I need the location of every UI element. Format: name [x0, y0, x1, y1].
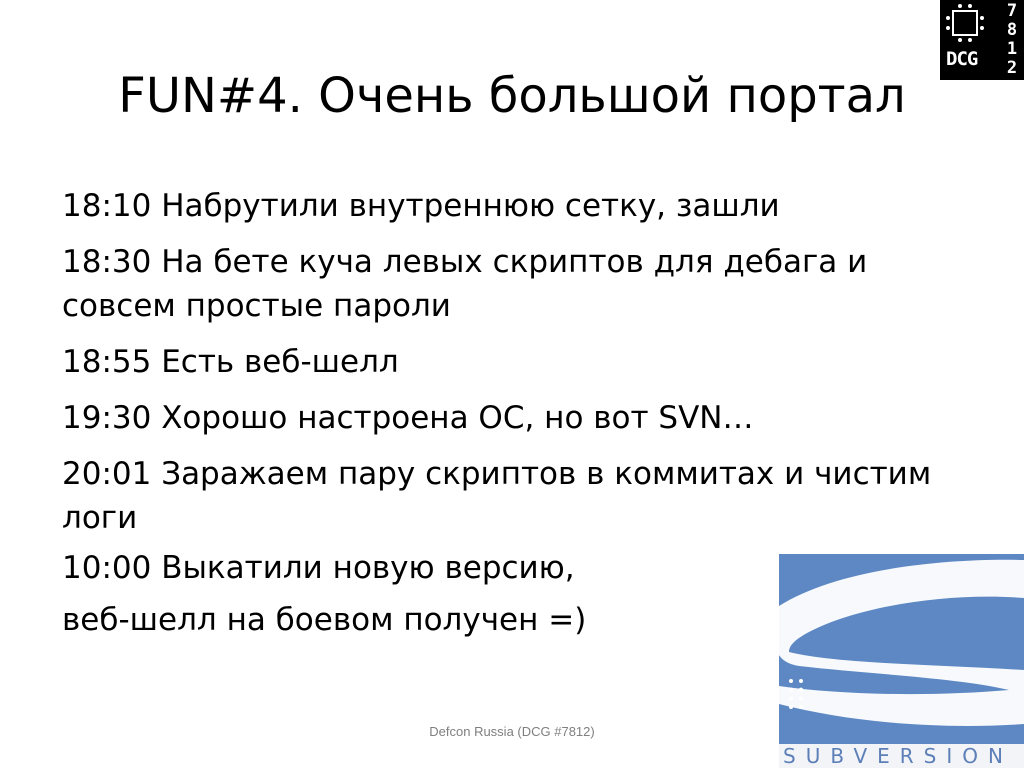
timeline-item: 10:00 Выкатили новую версию,: [62, 550, 575, 586]
dcg-digit: 8: [1006, 20, 1018, 40]
timeline-item: веб-шелл на боевом получен =): [62, 602, 587, 638]
dcg-digit: 7: [1006, 1, 1018, 21]
timeline-item: 20:01 Заражаем пару скриптов в коммитах и чистим логи: [62, 456, 932, 536]
subversion-wordmark: SUBVERSION: [783, 744, 1013, 768]
chip-icon: [952, 10, 978, 36]
timeline-item: 18:55 Есть веб-шелл: [62, 344, 399, 380]
slide-footer: Defcon Russia (DCG #7812): [429, 724, 595, 739]
subversion-dots: [789, 679, 803, 709]
dcg-digit: 1: [1006, 39, 1018, 59]
dcg-digit: 2: [1006, 58, 1018, 78]
timeline-item: 19:30 Хорошо настроена ОС, но вот SVN…: [62, 400, 754, 436]
slide-title: FUN#4. Очень большой портал: [118, 68, 906, 124]
dcg-logo-text: DCG: [946, 48, 978, 70]
timeline-item: 18:30 На бете куча левых скриптов для дебага и совсем простые пароли: [62, 244, 868, 324]
timeline-item: 18:10 Набрутили внутреннюю сетку, зашли: [62, 188, 780, 224]
subversion-wordmark-bar: [779, 744, 1024, 768]
